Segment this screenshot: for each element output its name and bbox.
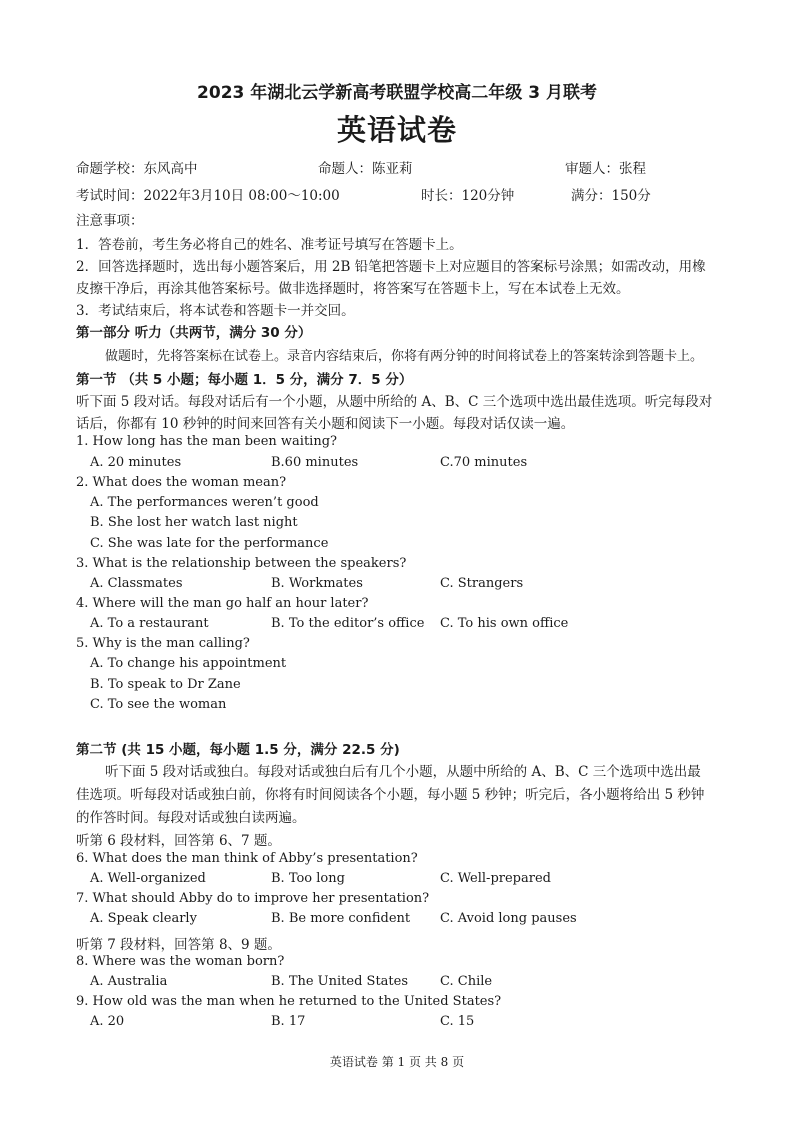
q7-option-a: A. Speak clearly <box>90 911 197 926</box>
q6-option-a: A. Well-organized <box>90 871 206 886</box>
meta-duration: 时长：120分钟 <box>421 188 515 204</box>
q5-option-c: C. To see the woman <box>90 697 227 712</box>
q8-option-c: C. Chile <box>440 974 493 989</box>
q9-option-a: A. 20 <box>90 1014 125 1029</box>
q7-option-c: C. Avoid long pauses <box>440 911 577 926</box>
q2-option-c: C. She was late for the performance <box>90 536 329 551</box>
q4-option-b: B. To the editor’s office <box>271 616 425 631</box>
q9-option-c: C. 15 <box>440 1014 475 1029</box>
question-2: 2. What does the woman mean? <box>76 475 287 490</box>
section2-instruction-a: 听下面 5 段对话或独白。每段对话或独白后有几个小题，从题中所给的 A、B、C 三个选项中选出最 <box>105 764 701 780</box>
question-7: 7. What should Abby do to improve her presentation? <box>76 891 430 906</box>
section2-instruction-c: 的作答时间。每段对话或独白读两遍。 <box>76 810 306 826</box>
q6-option-c: C. Well-prepared <box>440 871 551 886</box>
group-7-heading: 听第 7 段材料，回答第 8、9 题。 <box>76 937 281 953</box>
q1-option-b: B.60 minutes <box>271 455 359 470</box>
question-6: 6. What does the man think of Abby’s presentation? <box>76 851 418 866</box>
section1-heading: 第一节 （共 5 小题；每小题 1．5 分，满分 7．5 分） <box>76 372 413 388</box>
q5-option-b: B. To speak to Dr Zane <box>90 677 241 692</box>
q4-option-a: A. To a restaurant <box>90 616 209 631</box>
q9-option-b: B. 17 <box>271 1014 306 1029</box>
question-8: 8. Where was the woman born? <box>76 954 285 969</box>
exam-title: 2023 年湖北云学新高考联盟学校高二年级 3 月联考 <box>197 83 597 103</box>
question-4: 4. Where will the man go half an hour later? <box>76 596 369 611</box>
section2-instruction-b: 佳选项。听每段对话或独白前，你将有时间阅读各个小题，每小题 5 秒钟；听完后，各小题将给出 5 秒钟 <box>76 787 705 803</box>
q8-option-a: A. Australia <box>90 974 168 989</box>
section1-instruction-a: 听下面 5 段对话。每段对话后有一个小题，从题中所给的 A、B、C 三个选项中选出最佳选项。听完每段对 <box>76 394 713 410</box>
q3-option-a: A. Classmates <box>90 576 183 591</box>
meta-reviewer: 审题人：张程 <box>565 161 646 177</box>
notice-heading: 注意事项： <box>76 213 144 229</box>
notice-item-1: 1．答卷前，考生务必将自己的姓名、准考证号填写在答题卡上。 <box>76 237 463 253</box>
q7-option-b: B. Be more confident <box>271 911 411 926</box>
section1-instruction-b: 话后，你都有 10 秒钟的时间来回答有关小题和阅读下一小题。每段对话仅读一遍。 <box>76 416 575 432</box>
notice-item-2b: 皮擦干净后，再涂其他答案标号。做非选择题时，将答案写在答题卡上，写在本试卷上无效。 <box>76 281 630 297</box>
part1-heading: 第一部分 听力（共两节，满分 30 分） <box>76 325 312 341</box>
question-3: 3. What is the relationship between the speakers? <box>76 556 407 571</box>
question-9: 9. How old was the man when he returned to the United States? <box>76 994 502 1009</box>
page-footer: 英语试卷 第 1 页 共 8 页 <box>329 1055 465 1069</box>
notice-item-2a: 2．回答选择题时，选出每小题答案后，用 2B 铅笔把答题卡上对应题目的答案标号涂黑；如需改动，用橡 <box>76 259 706 275</box>
q2-option-b: B. She lost her watch last night <box>90 515 298 530</box>
meta-time: 考试时间：2022年3月10日 08:00～10:00 <box>76 188 340 204</box>
q1-option-c: C.70 minutes <box>440 455 528 470</box>
q3-option-b: B. Workmates <box>271 576 363 591</box>
meta-score: 满分：150分 <box>571 188 651 204</box>
q3-option-c: C. Strangers <box>440 576 524 591</box>
meta-school: 命题学校：东风高中 <box>76 161 198 177</box>
group-6-heading: 听第 6 段材料，回答第 6、7 题。 <box>76 833 281 849</box>
q4-option-c: C. To his own office <box>440 616 569 631</box>
question-5: 5. Why is the man calling? <box>76 636 250 651</box>
part1-instruction: 做题时，先将答案标在试卷上。录音内容结束后，你将有两分钟的时间将试卷上的答案转涂到答题卡上。 <box>105 349 704 364</box>
q2-option-a: A. The performances weren’t good <box>90 495 319 510</box>
q8-option-b: B. The United States <box>271 974 409 989</box>
q1-option-a: A. 20 minutes <box>90 455 182 470</box>
subject-title: 英语试卷 <box>336 113 457 147</box>
section2-heading: 第二节 (共 15 小题，每小题 1.5 分，满分 22.5 分) <box>76 742 400 758</box>
q5-option-a: A. To change his appointment <box>90 656 287 671</box>
notice-item-3: 3．考试结束后，将本试卷和答题卡一并交回。 <box>76 303 355 319</box>
meta-author: 命题人：陈亚莉 <box>318 161 413 177</box>
q6-option-b: B. Too long <box>271 871 345 886</box>
question-1: 1. How long has the man been waiting? <box>76 434 337 449</box>
